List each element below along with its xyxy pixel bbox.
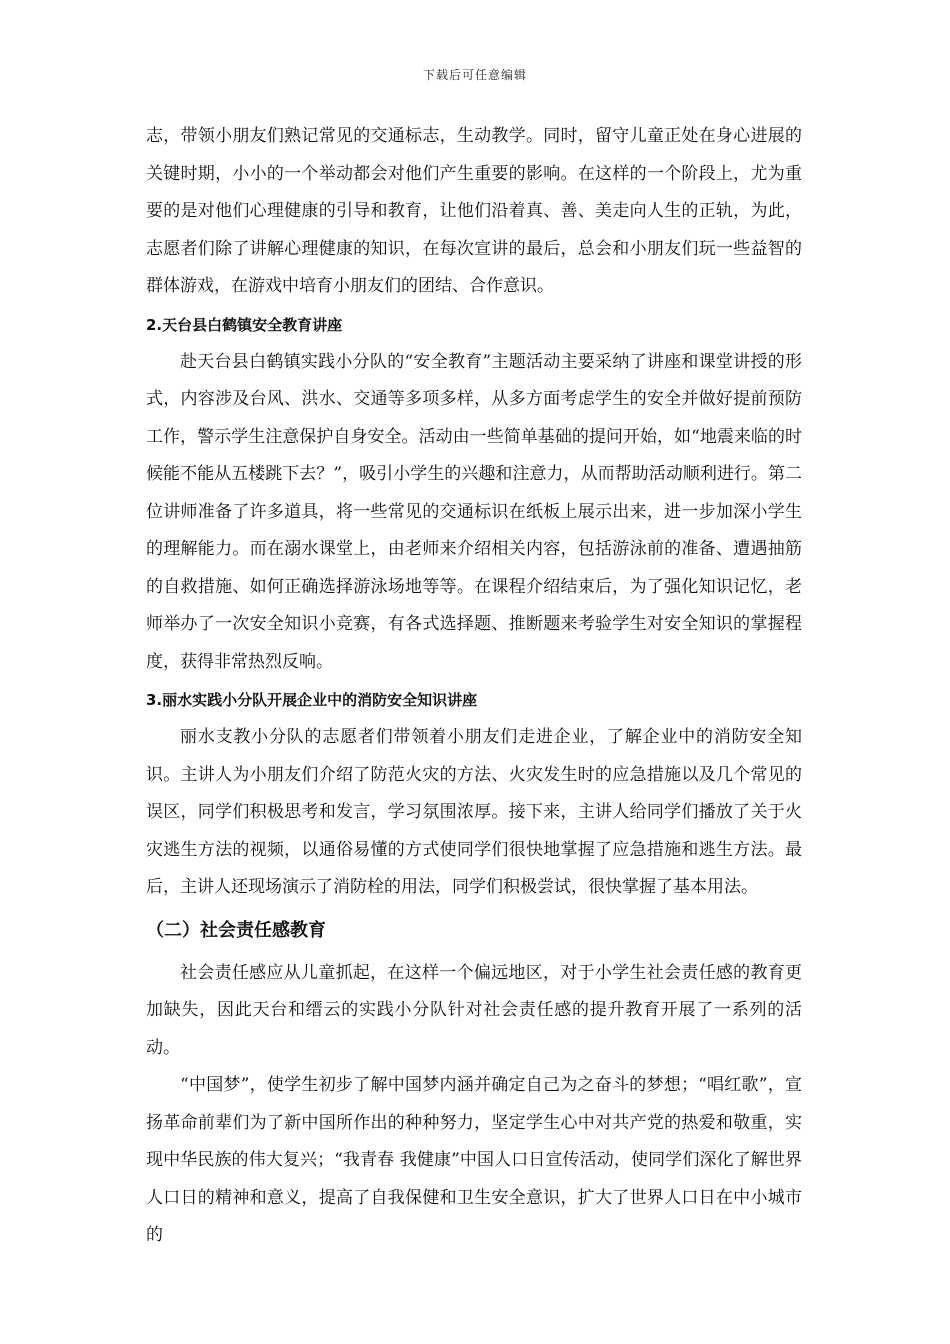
subheading-tiantai-safety-lecture: 2.天台县白鹤镇安全教育讲座: [146, 315, 343, 334]
page-header: 下载后可任意编辑: [422, 68, 527, 82]
paragraph-lishui-fire-safety: 丽水支教小分队的志愿者们带领着小朋友们走进企业，了解企业中的消防安全知识。主讲人为小朋友们介绍了防范火灾的方法、火灾发生时的应急措施以及几个常见的误区，同学们积极思考和发言，学习氛围浓厚。接下来，主讲人给同学们播放了关于火灾逃生方法的视频，以通俗易懂的方式使同学们很快地掌握了应急措施和逃生方法。最后，主讲人还现场演示了消防栓的用法，同学们积极尝试，很快掌握了基本用法。: [146, 727, 802, 897]
subheading-lishui-fire-safety: 3.丽水实践小分队开展企业中的消防安全知识讲座: [146, 691, 478, 709]
page-content: [146, 118, 802, 1255]
paragraph-social-responsibility-intro: 社会责任感应从儿童抓起，在这样一个偏远地区，对于小学生社会责任感的教育更加缺失，因此天台和缙云的实践小分队针对社会责任感的提升教育开展了一系列的活动。: [146, 962, 802, 1058]
paragraph-activities: “中国梦”，使学生初步了解中国梦内涵并确定自己为之奋斗的梦想；“唱红歌”，宣扬革命前辈们为了新中国所作出的种种努力，坚定学生心中对共产党的热爱和敬重，实现中华民族的伟大复兴；“我青春 我健康”中国人口日宣传活动，使同学们深化了解世界人口日的精神和意义，提高了自我保健和卫生安全意识，扩大了世界人口日在中小城市的: [146, 1075, 802, 1245]
section-heading-social-responsibility: （二）社会责任感教育: [146, 919, 326, 941]
paragraph-intro-continued: 志，带领小朋友们熟记常见的交通标志，生动教学。同时，留守儿童正处在身心进展的关键时期，小小的一个举动都会对他们产生重要的影响。在这样的一个阶段上，尤为重要的是对他们心理健康的引导和教育，让他们沿着真、善、美走向人生的正轨，为此，志愿者们除了讲解心理健康的知识，在每次宣讲的最后，总会和小朋友们玩一些益智的群体游戏，在游戏中培育小朋友们的团结、合作意识。: [146, 126, 802, 296]
paragraph-tiantai-safety: 赴天台县白鹤镇实践小分队的“安全教育”主题活动主要采纳了讲座和课堂讲授的形式，内容涉及台风、洪水、交通等多项多样，从多方面考虑学生的安全并做好提前预防工作，警示学生注意保护自身安全。活动由一些简单基础的提问开始，如“地震来临的时候能不能从五楼跳下去？”，吸引小学生的兴趣和注意力，从而帮助活动顺利进行。第二位讲师准备了许多道具，将一些常见的交通标识在纸板上展示出来，进一步加深小学生的理解能力。而在溺水课堂上，由老师来介绍相关内容，包括游泳前的准备、遭遇抽筋的自救措施、如何正确选择游泳场地等等。在课程介绍结束后，为了强化知识记忆，老师举办了一次安全知识小竞赛，有各式选择题、推断题来考验学生对安全知识的掌握程度，获得非常热烈反响。: [146, 351, 802, 672]
